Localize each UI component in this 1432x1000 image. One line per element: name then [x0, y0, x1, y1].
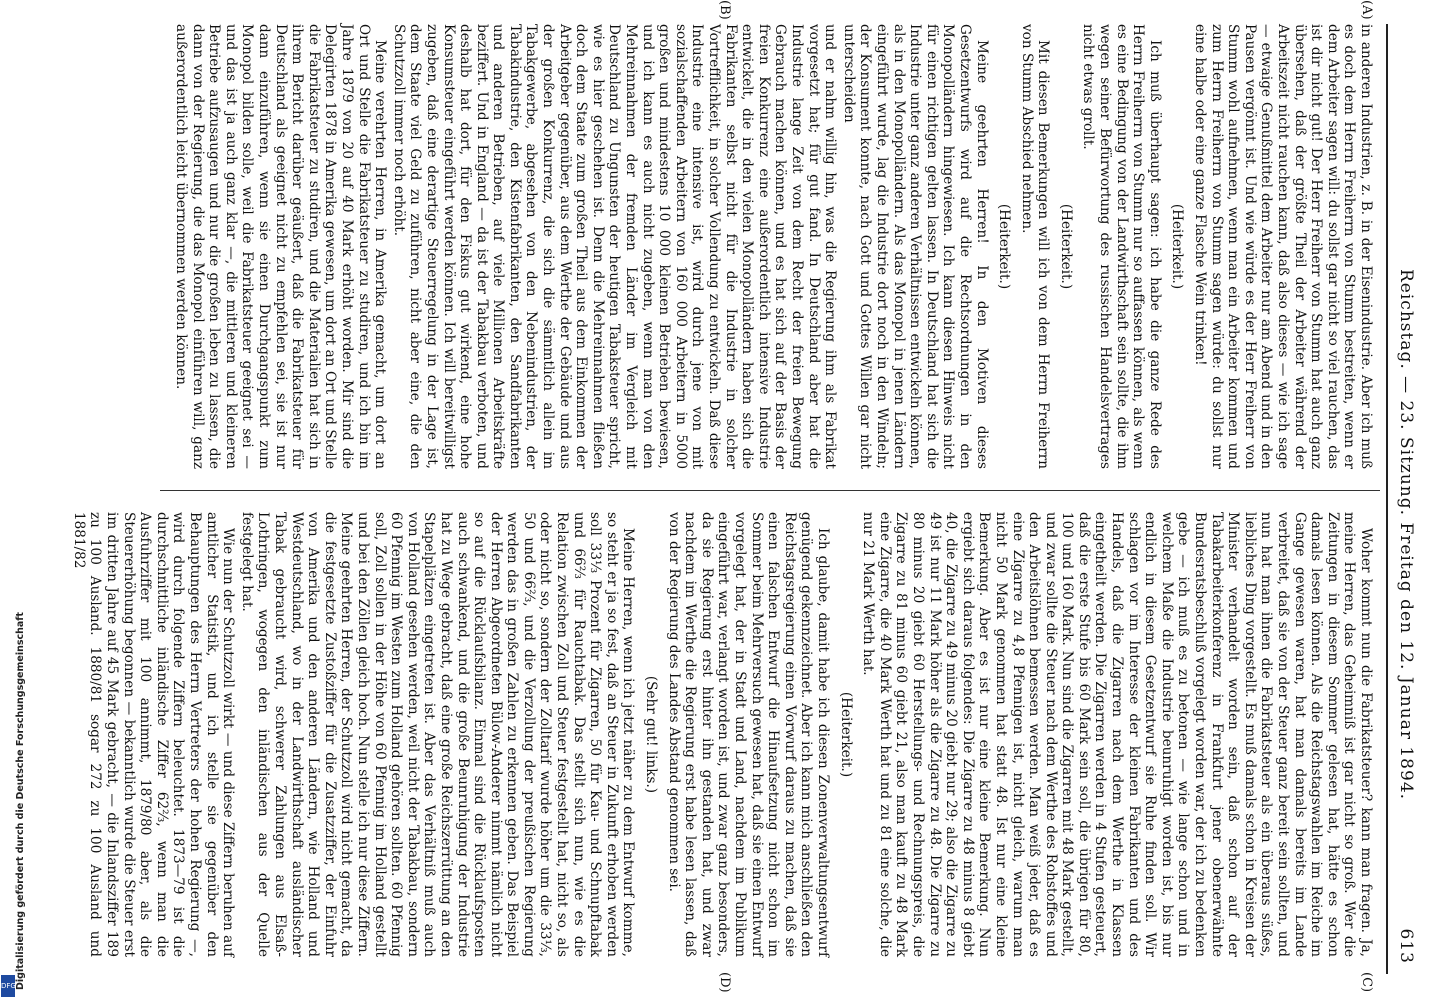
- header-rule: [1386, 24, 1388, 974]
- paragraph: Meine Herren, wenn ich jetzt näher zu dem Entwurf komme, so steht er ja so fest, daß an Steuer in Zukunft erhoben werden soll 33⅓ Prozent für Zigarren, 50 für Kau- und Schnupftabak und 66⅔ für Rauchtabak. Das stellt sich nun, wie es die Relation zwischen Zoll und Steuer festgestellt hat, nicht so, als oder nicht so, sondern der Zolltarif wurde höher um die 33⅓, 50 und 66⅔, und die Verzollung der preußischen Regierung werden das in großen Zahlen zu erkennen geben. Das Beispiel der Herren Abgeordneten Bülow-Anderer nimmt nämlich nicht so auf die Rücklaufsbilanz. Einmal sind die Rücklaufsposten auch schwankend, und die große Beunruhigung der Industrie hat zu Wege gebracht, daß eine große Reichszerrüttung an den Stapelplätzen eingetreten ist. Aber das Verhältniß muß auch von Holland gesehen werden, weil nicht der Tabakbau, sondern 60 Pfennig im Westen zum Holland gehören sollten. 60 Pfennig soll, Zoll sollen in der Höhe von 60 Pfennig im Holland gestellt und bei den Zöllen gleich hoch. Nun stelle ich nur diese Ziffern. Meine geehrten Herren, der Schutzzoll wird nicht gemacht, da die festgesetzte Zustoßziffer für die Zusatzziffer, der Einfuhr von Amerika und den anderen Ländern, wie Holland und Westdeutschland, wo in der Landwirthschaft ausländischer Tabak gebraucht wird, schwerer Zahlungen aus Elsaß-Lothringen, wogegen den inländischen aus der Quelle festgelegt hat.: [238, 512, 637, 957]
- paragraph: Woher kommt nun die Fabrikatsteuer? kann man fragen. Ja, meine Herren, das Geheimniß ist gar nicht so groß. Wer die Zeitungen in diesem Sommer gelesen hat, hätte es schon damals lesen können. Als die Reichstagswahlen im Reiche im Gange gewesen waren, hat man damals bereits im Lande verbreitet, daß sie von der Steuer ganz bereit sein sollten, und nun hat man ihnen die Fabrikatsteuer als ein überaus süßes, liebliches Ding vorgestellt. Es muß damals schon in Kreisen der Minister verhandelt worden sein, daß schon auf der Tabakarbeiterkonferenz in Frankfurt jener obenerwähnte Bundesratsbeschluß vorgelegt worden war, der ich zu bedenken gebe — ich muß es zu betonen — wie lange schon und in welchem Maße die Industrie beunruhigt worden ist, bis nur endlich in diesem Gesetzentwurf sie Ruhe finden soll. Wir schlagen vor im Interesse der kleinen Fabrikanten und des Handels, daß die Zigarren nach dem Werthe in Klassen eingetheilt werden. Die Zigarren werden in 4 Stufen gesteuert, daß die erste Stufe bis 60 Mark sein soll, die übrigen für 80, 100 und 160 Mark. Nun sind die Zigarren mit 48 Mark gestellt, und zwar sollte die Steuer nach dem Werthe des Rohstoffes und den Arbeitslöhnen bemessen werden. Man weiß jeder, daß es eine Zigarre zu 4,8 Pfennigen ist, nicht gleich, warum man nicht 50 Mark genommen hat statt 48. Ist nur eine kleine Bemerkung. Aber es ist nur eine kleine Bemerkung. Nun ergiebt sich daraus folgendes: Die Zigarre zu 48 minus 8 giebt 40, die Zigarre zu 49 minus 20 giebt nur 29; also die Zigarre zu 49 ist nur 11 Mark höher als die Zigarre zu 48. Die Zigarre zu 80 minus 20 giebt 60 Herstellungs- und Rechnungspreis, die Zigarre zu 81 minus 60 giebt 21, also man kauft zu 48 Mark eine Zigarre, die 40 Mark Werth hat und zu 81 eine solche, die nur 21 Mark Werth hat.: [860, 512, 1374, 957]
- right-text-column: [68, 512, 1374, 957]
- paragraph: Mit diesen Bemerkungen will ich von dem Herrn Freiherrn von Stumm Abschied nehmen.: [1018, 24, 1052, 469]
- paragraph: Meine geehrten Herren! In den Motiven dieses Gesetzentwurfs wird auf die Rechtsordnungen in den Monopolländern hingewiesen. Ich kann diesen Hinweis nicht für einen richtigen gelten lassen. In Deutschland hat sich die Industrie unter ganz anderen Verhältnissen entwickeln können, als in den Monopolländern. Als das Monopol in jenen Ländern eingeführt wurde, lag die Industrie dort noch in den Windeln; der Konsument konnte, nach Gott und Gottes Willen gar nicht unterscheiden: [840, 24, 990, 469]
- paragraph: Ich glaube, damit habe ich diesen Zonenverwaltungsentwurf genügend gekennzeichnet. Aber ich kann mich anschließen den Reichstagsregierung einen Vorwurf daraus zu machen, daß sie einen falschen Entwurf die Hinaufsetzung nicht schon im Sommer beim Mehrversuch gewesen hat, daß sie einen Entwurf vorgelegt hat, der in Stadt und Land, nachdem im Publikum eingeführt war, verlangt worden ist, und zwar ganz besonders, da sie Regierung erst hinter ihn gestanden hat, und zwar nachdem im Werthe die Regierung erst habe lesen lassen, daß von der Regierung des Landes Abstand genommen sei.: [665, 512, 831, 957]
- dfg-logo-icon: DFG: [1, 975, 15, 997]
- interjection: (Heiterkeit.): [996, 203, 1013, 290]
- digitization-credit: [2, 605, 26, 1000]
- interjection: (Heiterkeit.): [1057, 203, 1074, 290]
- paragraph: Wie nun der Schutzzoll wirkt — und diese Ziffern beruhen auf amtlicher Statistik, und ich stelle sie gegenüber den Behauptungen des Herrn Vertreters der hohen Regierung —, wird durch folgende Ziffern beleuchtet. 1873—79 ist die durchschnittliche inländische Ziffer 62⅔, wenn man die Ausfuhrziffer mit 100 annimmt, 1879/80 aber, als die Steuererhöhung begonnen — bekanntlich wurde die Steuer erst im dritten Jahre auf 45 Mark gebracht, — die Inlandsziffer 189 zu 100 Ausland. 1880/81 sogar 272 zu 100 Ausland und 1881/82: [70, 512, 237, 957]
- page-number: 613: [1396, 928, 1416, 964]
- margin-mark-c: (C): [1359, 972, 1374, 993]
- interjection: (Heiterkeit.): [1169, 203, 1186, 290]
- interjection: (Sehr gut! links.): [643, 675, 660, 794]
- interjection: (Heiterkeit.): [837, 691, 854, 778]
- page-header-title: Reichstag. — 23. Sitzung. Freitag den 12. Januar 1894.: [1396, 269, 1416, 801]
- page-header: [1384, 24, 1424, 974]
- paragraph: Meine verehrten Herren, in Amerika gemacht, um dort an Ort und Stelle die Fabrikatsteuer zu studiren, und ich bin im Jahre 1879 von 20 auf 40 Mark erhöht worden. Mir sind die Delegirten 1878 in Amerika gewesen, um dort an Ort und Stelle die Fabrikatsteuer zu studiren, und die Materialien hat sich in ihrem Bericht darüber geäußert, daß die Fabrikatsteuer für Deutschland als geeignet nicht zu empfehlen sei, sie ist nur dann einzuführen, wenn sie einen Durchgangspunkt zum Monopol bilden solle, weil die Fabrikatsteuer geeignet sei — und das ist ja auch ganz klar —, die mittleren und kleineren Betriebe aufzusaugen und nur die großen leben zu lassen, die dann von der Regierung, die das Monopol einführen will, ganz außerordentlich leicht übernommen werden können.: [173, 24, 389, 469]
- paragraph: und er nahm willig hin, was die Regierung ihm als Fabrikat vorgesetzt hat; für gut fand. In Deutschland aber hat die Industrie lange Zeit von dem Recht der freien Bewegung Gebrauch machen können, und es hat sich auf der Basis der freien Konkurrenz eine außerordentlich intensive Industrie entwickelt, die in den vielen Monopolländern haben sich die Fabrikanten selbst nicht für die Industrie in solcher Vortrefflichkeit, in solcher Vollendung zu entwickeln. Daß diese Industrie eine intensive ist, wird durch jene von mit sozialschaffenden Arbeitern von 160 000 Arbeitern in 5000 großen und mindestens 10 000 kleinen Betrieben bewiesen, und ich kann es auch nicht zugeben, wenn man von den Mehreinnahmen der fremden Länder im Vergleich mit Deutschland zu Ungunsten der heutigen Tabaksteuer spricht, wie es hier geschehen ist. Denn die Mehreinnahmen fließen doch dem Staate zum großen Theil aus dem Einkommen der Arbeitgeber gegenüber, aus dem Werthe der Gebäude und aus der großen Konkurrenz, die sich die sämmtlich allein im Tabakgewerbe, abgesehen von den Nebenindustrien, der Tabakindustrie, den Kistenfabrikanten, den Sandfabrikanten und anderen Betrieben, auf viele Millionen Arbeitskräfte beziffert. Und in England — da ist der Tabakbau verboten, und deshalb hat dort, für den Fiskus gut wirkend, eine hohe Konsumsteuer eingeführt werden können. Ich will bereitwilligst zugeben, daß eine derartige Steuerregelung in der Lage ist, dem Staate viel Geld zu zuführen, nicht aber eine, die den Schutzzoll immer noch erhöht.: [390, 24, 839, 469]
- margin-mark-d: (D): [717, 972, 732, 993]
- paragraph: in anderen Industrien, z. B. in der Eisenindustrie. Aber ich muß es doch dem Herrn Freiherrn von Stumm bestreiten, wenn er dem Arbeiter sagen will: du sollst gar nicht so viel rauchen, das ist dir nicht gut! Der Herr Freiherr von Stumm hat auch ganz übersehen, daß der größte Theil der Arbeiter während der Arbeitszeit nicht rauchen kann, daß also dieses — wie ich sage — etwaige Genußmittel dem Arbeiter nur am Abend und in den Pausen vergönnt ist. Und wie würde es der Herr Freiherr von Stumm wohl aufnehmen, wenn man ein Arbeiter kommen und zum Herrn Freiherrn von Stumm sagen würde: du sollst nur eine halbe oder eine ganze Flasche Wein trinken!: [1192, 24, 1374, 469]
- digitization-credit-text: Digitalisierung gefördert durch die Deutsche Forschungsgemeinschaft: [15, 612, 26, 990]
- left-text-column: [170, 24, 1374, 469]
- margin-mark-b: (B): [717, 0, 732, 20]
- column-divider: [160, 490, 1380, 491]
- paragraph: Ich muß überhaupt sagen: ich habe die ganze Rede des Herrn Freiherrn von Stumm nur so auffassen können, als wenn es eine Bedingung von der Landwirthschaft sein sollte, die ihm wegen seiner Befürwortung des russischen Handelsvertrages nicht etwas grollt.: [1080, 24, 1163, 469]
- margin-mark-a: (A): [1359, 0, 1374, 20]
